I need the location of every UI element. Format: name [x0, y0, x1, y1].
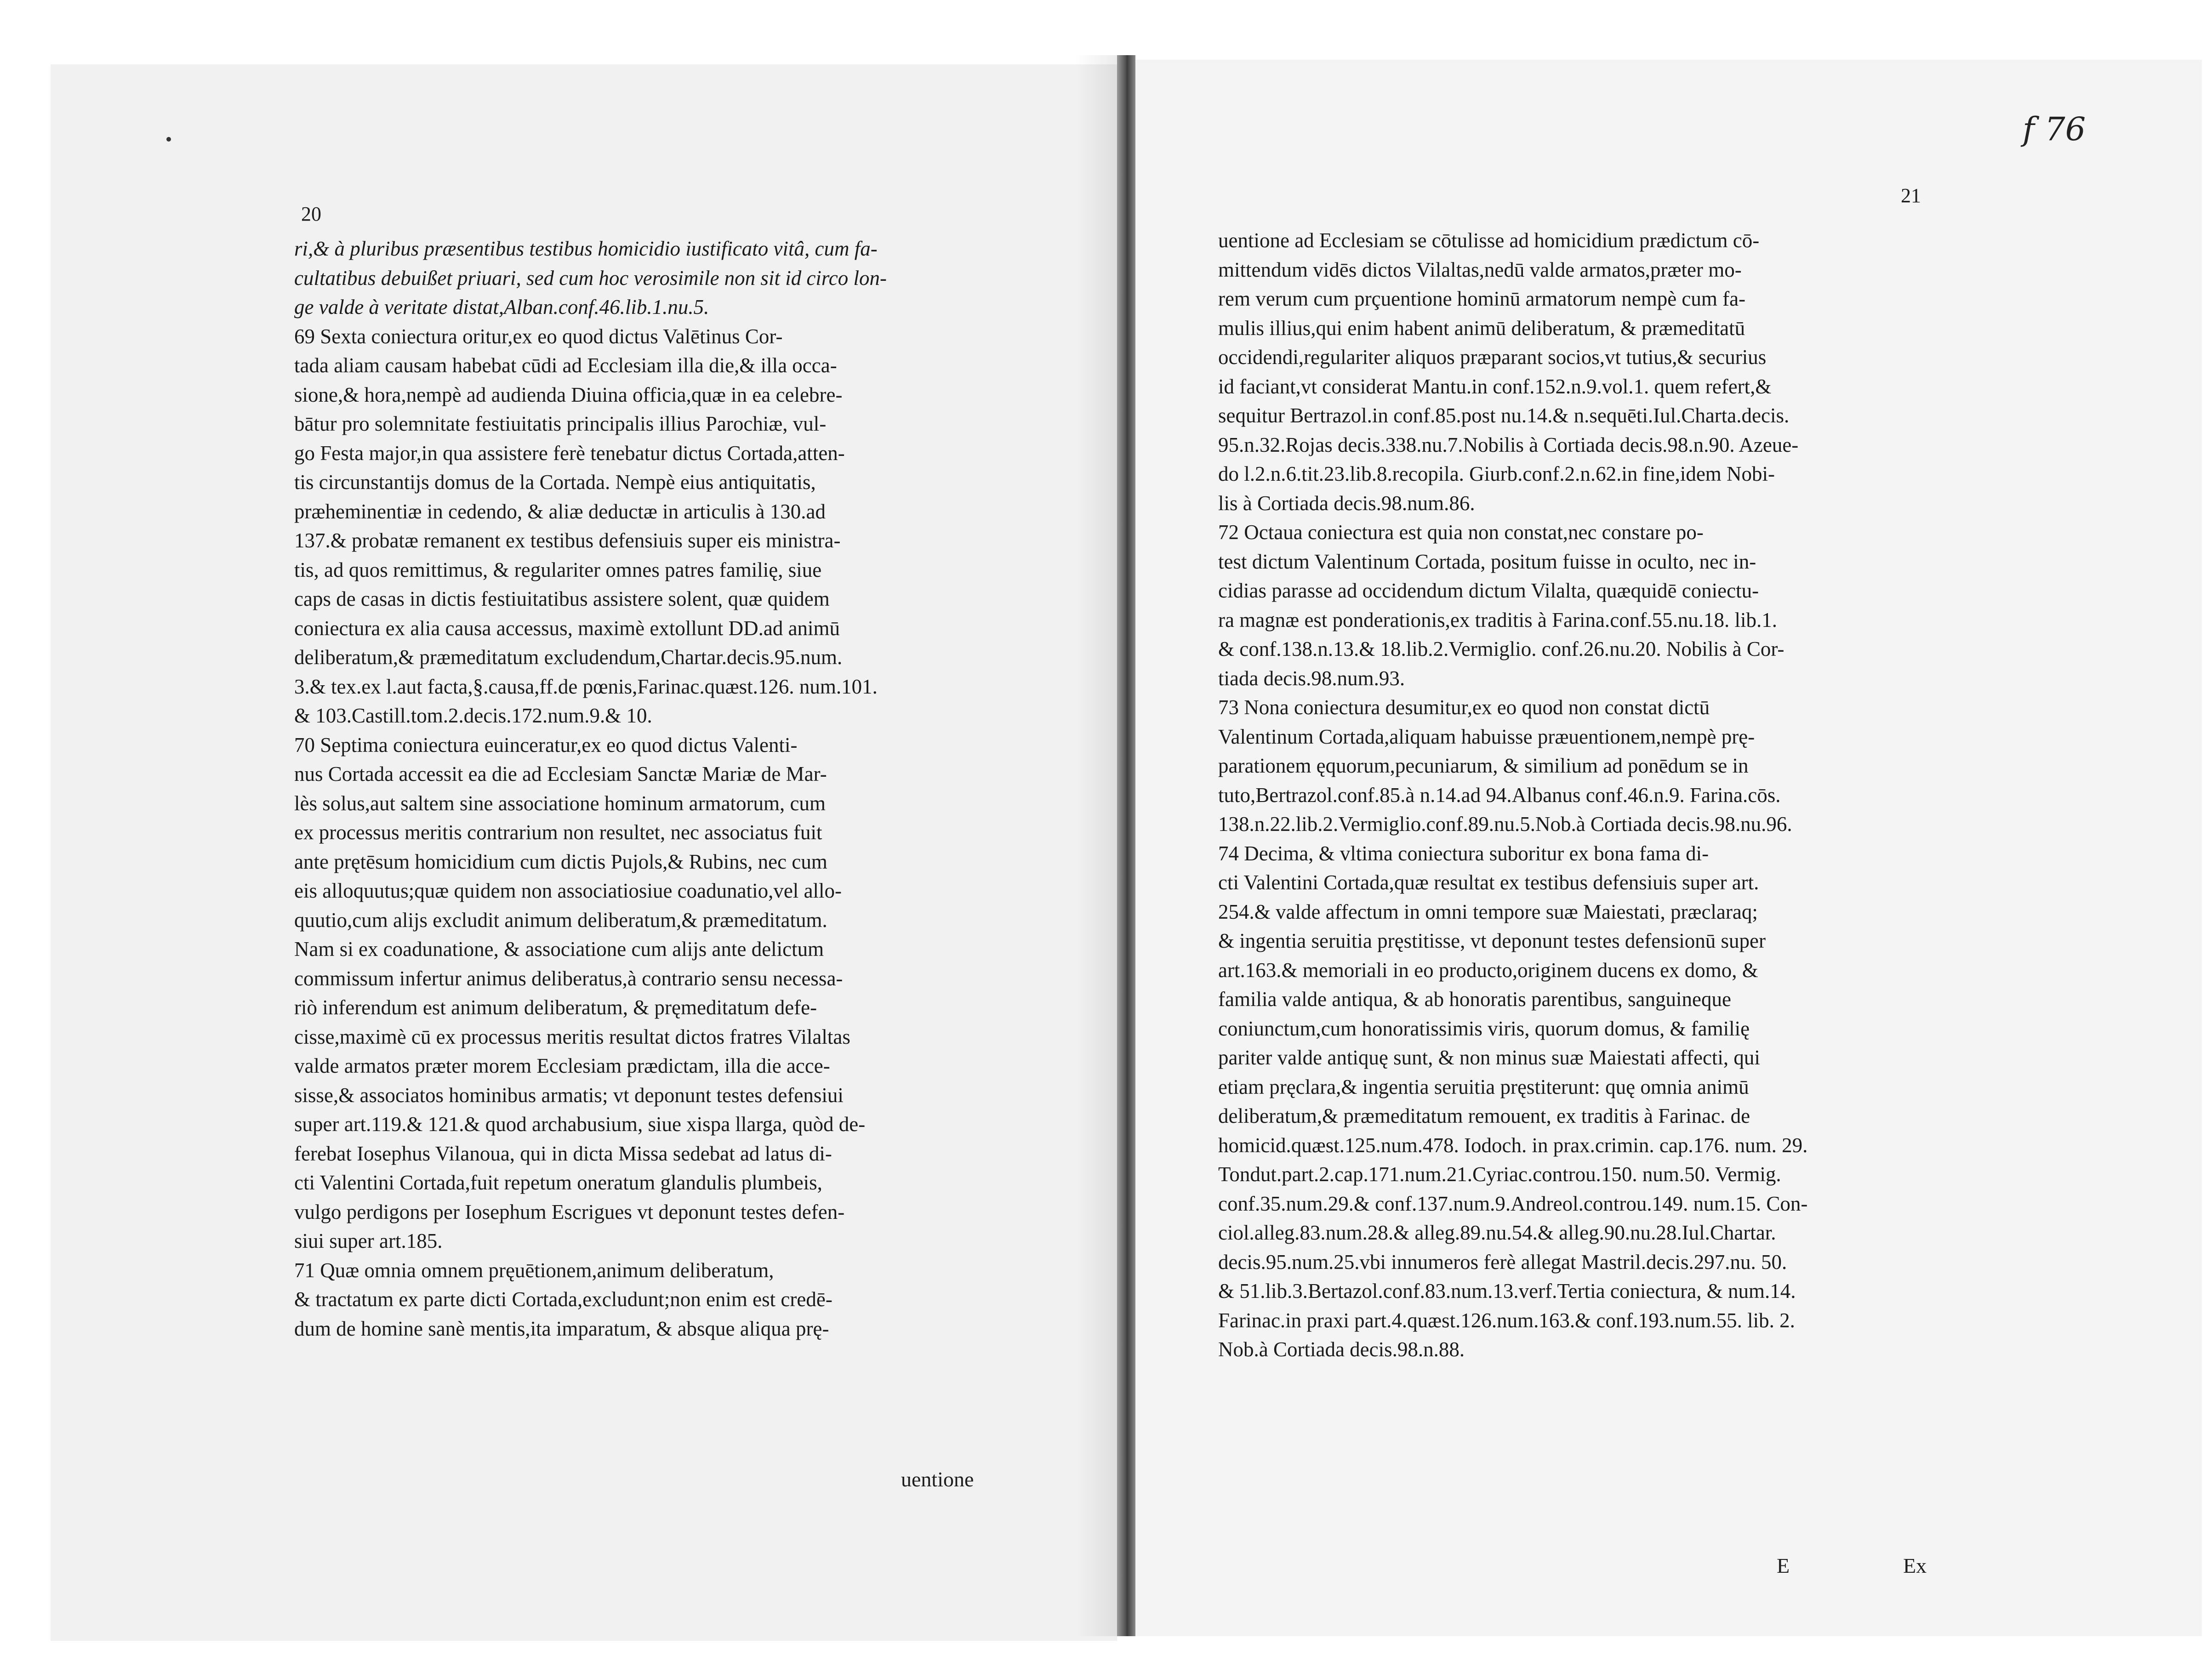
- right-page-text: [1218, 226, 1990, 1365]
- book-gutter: [1117, 55, 1135, 1636]
- text-line: decis.95.num.25.vbi innumeros ferè allegat Mastril.decis.297.nu. 50.: [1218, 1250, 1787, 1274]
- text-line: 95.n.32.Rojas decis.338.nu.7.Nobilis à Cortiada decis.98.n.90. Azeue-: [1218, 433, 1799, 456]
- text-line: Nam si ex coadunatione, & associatione cum alijs ante delictum: [294, 938, 824, 961]
- text-line: occidendi,regulariter aliquos præparant socios,vt tutius,& securius: [1218, 346, 1767, 369]
- text-line: dum de homine sanè mentis,ita imparatum, & absque aliqua prę-: [294, 1317, 829, 1340]
- text-line: 73 Nona coniectura desumitur,ex eo quod non constat dictū: [1218, 696, 1710, 719]
- text-line: 137.& probatæ remanent ex testibus defensiuis super eis ministra-: [294, 529, 841, 552]
- text-line: cidias parasse ad occidendum dictum Vilalta, quæquidē coniectu-: [1218, 579, 1759, 602]
- text-line: tis circunstantijs domus de la Cortada. Nempè eius antiquitatis,: [294, 471, 816, 494]
- text-line: 70 Septima coniectura euinceratur,ex eo quod dictus Valenti-: [294, 733, 798, 757]
- text-line: tis, ad quos remittimus, & regulariter omnes patres familię, siue: [294, 558, 822, 581]
- text-line: præheminentiæ in cedendo, & aliæ deductæ in articulis à 130.ad: [294, 500, 826, 523]
- text-line: deliberatum,& præmeditatum remouent, ex traditis à Farinac. de: [1218, 1104, 1750, 1127]
- text-line: homicid.quæst.125.num.478. Iodoch. in prax.crimin. cap.176. num. 29.: [1218, 1133, 1808, 1157]
- text-line: do l.2.n.6.tit.23.lib.8.recopila. Giurb.conf.2.n.62.in fine,idem Nobi-: [1218, 462, 1775, 485]
- text-line: etiam pręclara,& ingentia seruitia pręstiterunt: quę omnia animū: [1218, 1075, 1749, 1098]
- text-line: 71 Quæ omnia omnem pręuētionem,animum deliberatum,: [294, 1258, 774, 1282]
- text-line: ge valde à veritate distat,Alban.conf.46.lib.1.nu.5.: [294, 296, 709, 319]
- text-line: art.163.& memoriali in eo producto,originem ducens ex domo, &: [1218, 958, 1758, 982]
- text-line: uentione ad Ecclesiam se cōtulisse ad homicidium prædictum cō-: [1218, 229, 1760, 252]
- gutter-shadow: [1076, 55, 1117, 1636]
- text-line: commissum infertur animus deliberatus,à contrario sensu necessa-: [294, 967, 843, 990]
- text-line: 72 Octaua coniectura est quia non constat,nec constare po-: [1218, 521, 1704, 544]
- text-line: lis à Cortiada decis.98.num.86.: [1218, 491, 1475, 515]
- text-line: & tractatum ex parte dicti Cortada,excludunt;non enim est credē-: [294, 1288, 832, 1311]
- text-line: 138.n.22.lib.2.Vermiglio.conf.89.nu.5.Nob.à Cortiada decis.98.nu.96.: [1218, 813, 1792, 836]
- text-line: cisse,maximè cū ex processus meritis resultat dictos fratres Vilaltas: [294, 1025, 850, 1048]
- text-line: nus Cortada accessit ea die ad Ecclesiam Sanctæ Mariæ de Mar-: [294, 762, 827, 785]
- text-line: & 51.lib.3.Bertazol.conf.83.num.13.verf.Tertia coniectura, & num.14.: [1218, 1280, 1796, 1303]
- text-line: vulgo perdigons per Iosephum Escrigues vt deponunt testes defen-: [294, 1200, 845, 1223]
- text-line: ex processus meritis contrarium non resultet, nec associatus fuit: [294, 821, 822, 844]
- text-line: rem verum cum prçuentione hominū armatorum nempè cum fa-: [1218, 287, 1746, 310]
- text-line: go Festa major,in qua assistere ferè tenebatur dictus Cortada,atten-: [294, 441, 845, 465]
- text-line: & ingentia seruitia pręstitisse, vt deponunt testes defensionū super: [1218, 929, 1766, 952]
- text-line: mittendum vidēs dictos Vilaltas,nedū valde armatos,præter mo-: [1218, 258, 1742, 281]
- text-line: 254.& valde affectum in omni tempore suæ Maiestati, præclaraq;: [1218, 900, 1758, 923]
- left-catchword: uentione: [901, 1468, 974, 1491]
- text-line: Farinac.in praxi part.4.quæst.126.num.163.& conf.193.num.55. lib. 2.: [1218, 1308, 1795, 1332]
- text-line: id faciant,vt considerat Mantu.in conf.152.n.9.vol.1. quem refert,&: [1218, 375, 1772, 398]
- text-line: familia valde antiqua, & ab honoratis parentibus, sanguineque: [1218, 988, 1731, 1011]
- text-line: 69 Sexta coniectura oritur,ex eo quod dictus Valētinus Cor-: [294, 324, 783, 348]
- text-line: tiada decis.98.num.93.: [1218, 666, 1405, 690]
- left-page-number: 20: [301, 203, 321, 225]
- text-line: conf.35.num.29.& conf.137.num.9.Andreol.controu.149. num.15. Con-: [1218, 1192, 1808, 1215]
- text-line: riò inferendum est animum deliberatum, & pręmeditatum defe-: [294, 996, 817, 1019]
- text-line: coniectura ex alia causa accessus, maximè extollunt DD.ad animū: [294, 616, 840, 640]
- signature-mark: E: [1777, 1554, 1790, 1577]
- handwritten-folio-mark: f 76: [2023, 110, 2086, 148]
- text-line: caps de casas in dictis festiuitatibus assistere solent, quæ quidem: [294, 587, 830, 610]
- right-page-number: 21: [1901, 184, 1921, 207]
- ink-speck: [166, 137, 171, 142]
- text-line: ciol.alleg.83.num.28.& alleg.89.nu.54.& alleg.90.nu.28.Iul.Chartar.: [1218, 1221, 1776, 1244]
- text-line: ra magnæ est ponderationis,ex traditis à Farina.conf.55.nu.18. lib.1.: [1218, 608, 1777, 631]
- text-line: lès solus,aut saltem sine associatione hominum armatorum, cum: [294, 791, 826, 815]
- text-line: 74 Decima, & vltima coniectura suboritur ex bona fama di-: [1218, 842, 1709, 865]
- text-line: bātur pro solemnitate festiuitatis principalis illius Parochiæ, vul-: [294, 412, 827, 435]
- text-line: 3.& tex.ex l.aut facta,§.causa,ff.de pœnis,Farinac.quæst.126. num.101.: [294, 675, 878, 698]
- text-line: tada aliam causam habebat cūdi ad Ecclesiam illa die,& illa occa-: [294, 354, 837, 377]
- right-catchword: Ex: [1903, 1554, 1927, 1577]
- text-line: valde armatos præter morem Ecclesiam prædictam, illa die acce-: [294, 1054, 830, 1077]
- text-line: deliberatum,& præmeditatum excludendum,Chartar.decis.95.num.: [294, 646, 843, 669]
- text-line: & 103.Castill.tom.2.decis.172.num.9.& 10.: [294, 704, 652, 727]
- text-line: Tondut.part.2.cap.171.num.21.Cyriac.controu.150. num.50. Vermig.: [1218, 1163, 1781, 1186]
- text-line: Valentinum Cortada,aliquam habuisse præuentionem,nempè prę-: [1218, 725, 1755, 748]
- text-line: ferebat Iosephus Vilanoua, qui in dicta Missa sedebat ad latus di-: [294, 1142, 832, 1165]
- text-line: cultatibus debuißet priuari, sed cum hoc verosimile non sit id circo lon-: [294, 266, 887, 290]
- text-line: sione,& hora,nempè ad audienda Diuina officia,quæ in ea celebre-: [294, 383, 843, 406]
- text-line: parationem ęquorum,pecuniarum, & similium ad ponēdum se in: [1218, 754, 1749, 777]
- text-line: cti Valentini Cortada,quæ resultat ex testibus defensiuis super art.: [1218, 871, 1759, 894]
- text-line: sequitur Bertrazol.in conf.85.post nu.14.& n.sequēti.Iul.Charta.decis.: [1218, 404, 1790, 427]
- text-line: eis alloquutus;quæ quidem non associatiosiue coadunatio,vel allo-: [294, 879, 842, 902]
- text-line: Nob.à Cortiada decis.98.n.88.: [1218, 1338, 1465, 1361]
- text-line: coniunctum,cum honoratissimis viris, quorum domus, & familię: [1218, 1017, 1750, 1040]
- text-line: pariter valde antiquę sunt, & non minus suæ Maiestati affecti, qui: [1218, 1046, 1760, 1069]
- text-line: & conf.138.n.13.& 18.lib.2.Vermiglio. conf.26.nu.20. Nobilis à Cor-: [1218, 637, 1784, 660]
- text-line: test dictum Valentinum Cortada, positum fuisse in oculto, nec in-: [1218, 550, 1756, 573]
- text-line: mulis illius,qui enim habent animū deliberatum, & præmeditatū: [1218, 316, 1745, 340]
- text-line: super art.119.& 121.& quod archabusium, siue xispa llarga, quòd de-: [294, 1113, 866, 1136]
- text-line: ante prętēsum homicidium cum dictis Pujols,& Rubins, nec cum: [294, 850, 827, 873]
- text-line: siui super art.185.: [294, 1229, 443, 1252]
- text-line: tuto,Bertrazol.conf.85.à n.14.ad 94.Albanus conf.46.n.9. Farina.cōs.: [1218, 783, 1781, 807]
- text-line: cti Valentini Cortada,fuit repetum oneratum glandulis plumbeis,: [294, 1171, 822, 1194]
- text-line: quutio,cum alijs excludit animum deliberatum,& præmeditatum.: [294, 908, 827, 932]
- text-line: sisse,& associatos hominibus armatis; vt deponunt testes defensiui: [294, 1083, 844, 1107]
- text-line: ri,& à pluribus præsentibus testibus homicidio iustificato vitâ, cum fa-: [294, 237, 878, 260]
- left-page-text: [294, 234, 1002, 1343]
